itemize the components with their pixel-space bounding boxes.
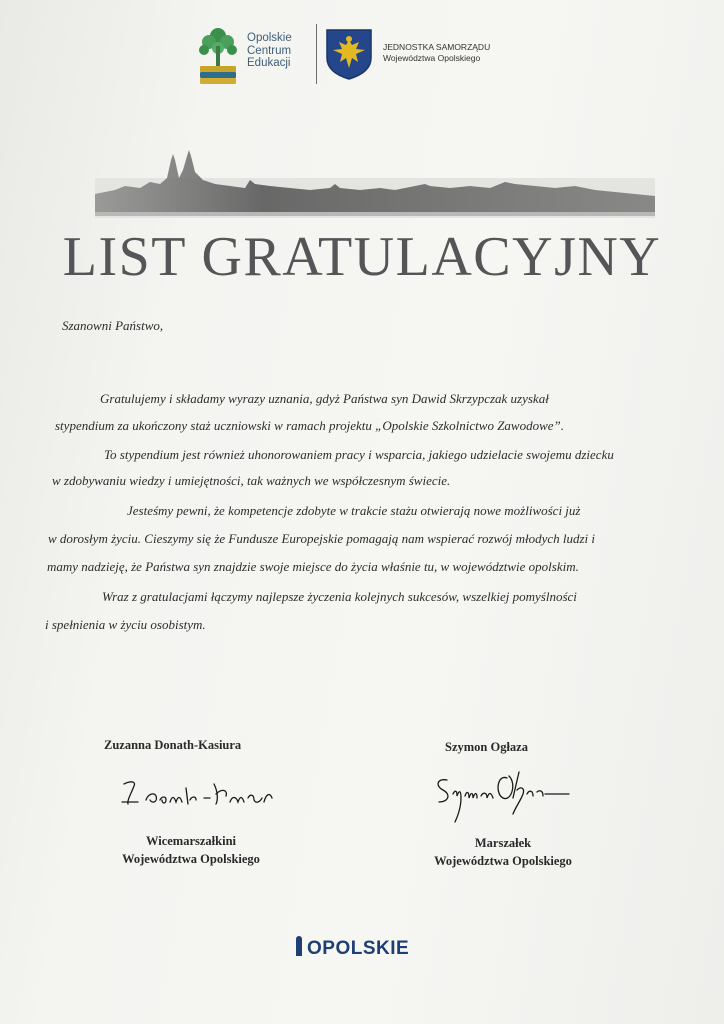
oce-logo-text: Opolskie Centrum Edukacji xyxy=(247,32,292,69)
body-line-3: To stypendium jest również uhonorowaniem pracy i wsparcia, jakiego udzielacie swojemu dziecku xyxy=(104,447,614,462)
body-line-2: stypendium za ukończony staż uczniowski w ramach projektu „Opolskie Szkolnictwo Zawodowe”. xyxy=(55,418,565,433)
left-signature xyxy=(118,774,278,814)
body-line-8: Wraz z gratulacjami łączymy najlepsze życzenia kolejnych sukcesów, wszelkiej pomyślności xyxy=(102,589,577,604)
body-line-1: Gratulujemy i składamy wyrazy uznania, gdyż Państwa syn Dawid Skrzypczak uzyskał xyxy=(100,391,549,406)
body-line-9: i spełnienia w życiu osobistym. xyxy=(45,617,206,632)
oce-tree-logo xyxy=(195,22,241,86)
right-signature xyxy=(433,764,573,830)
document-title: LIST GRATULACYJNY xyxy=(62,226,662,288)
jst-logo-text: JEDNOSTKA SAMORZĄDU Województwa Opolskiego xyxy=(383,42,491,63)
right-signatory-title: Marszałek Województwa Opolskiego xyxy=(434,836,572,868)
body-line-4: w zdobywaniu wiedzy i umiejętności, tak ważnych we współczesnym świecie. xyxy=(52,473,451,488)
body-line-6: w dorosłym życiu. Cieszymy się że Fundusze Europejskie pomagają nam wspierać rozwój młodych ludzi i xyxy=(48,531,596,546)
opolskie-footer-logo: OPOLSKIE xyxy=(296,936,409,960)
body-line-5: Jesteśmy pewni, że kompetencje zdobyte w trakcie stażu otwierają nowe możliwości już xyxy=(127,503,581,518)
left-signatory-name: Zuzanna Donath-Kasiura xyxy=(104,738,242,752)
salutation: Szanowni Państwo, xyxy=(62,318,164,333)
body-line-7: mamy nadzieję, że Państwa syn znajdzie swoje miejsce do życia właśnie tu, w województwie opolskim. xyxy=(47,559,579,574)
tower-icon xyxy=(296,936,302,956)
header-logos xyxy=(195,22,515,88)
left-signatory-title: Wicemarszałkini Województwa Opolskiego xyxy=(122,834,260,866)
right-signatory-name: Szymon Ogłaza xyxy=(445,740,528,754)
city-skyline-illustration xyxy=(95,150,655,220)
coat-of-arms-icon xyxy=(325,28,373,80)
logo-divider xyxy=(316,24,317,84)
